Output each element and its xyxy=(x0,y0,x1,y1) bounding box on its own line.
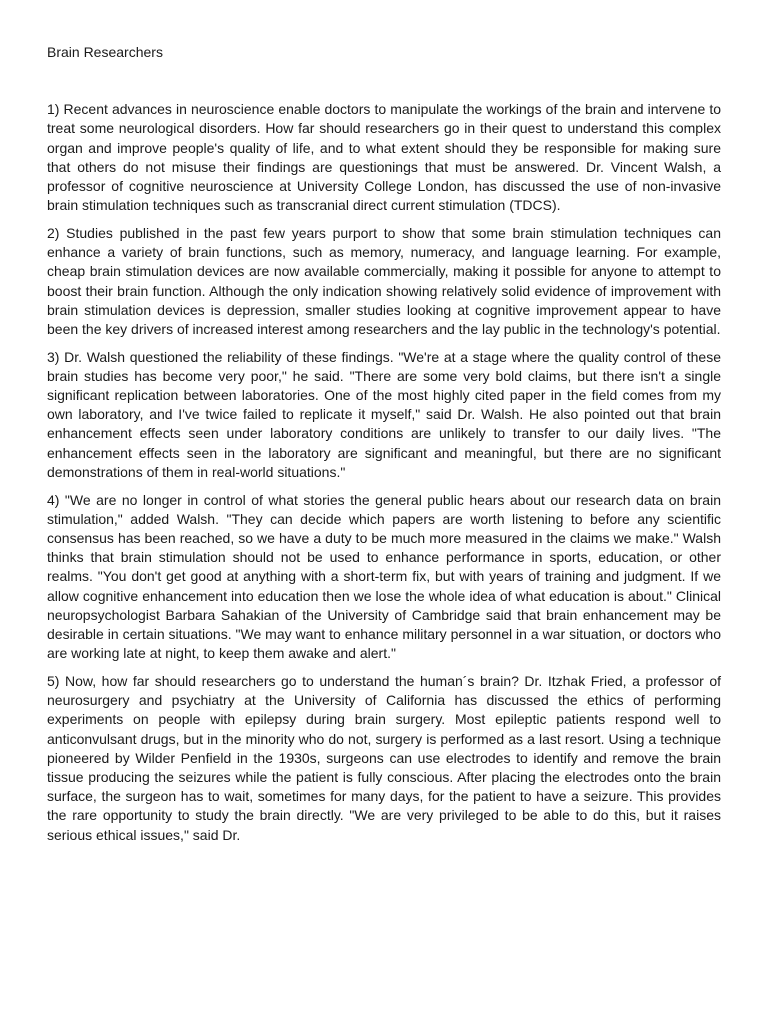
paragraph-5: 5) Now, how far should researchers go to understand the human´s brain? Dr. Itzhak Fried, a professor of neurosurgery and psychiatry at the University of California has discussed the ethics of performing experiments on people with epilepsy during brain surgery. Most epileptic patients respond well to anticonvulsant drugs, but in the minority who do not, surgery is performed as a last resort. Using a technique pioneered by Wilder Penfield in the 1930s, surgeons can use electrodes to identify and remove the brain tissue producing the seizures while the patient is fully conscious. After placing the electrodes onto the brain surface, the surgeon has to wait, sometimes for many days, for the patient to have a seizure. This provides the rare opportunity to study the brain directly. "We are very privileged to be able to do this, but it raises serious ethical issues," said Dr. xyxy=(47,672,721,843)
document-page xyxy=(47,43,721,853)
paragraph-3: 3) Dr. Walsh questioned the reliability of these findings. "We're at a stage where the quality control of these brain studies has become very poor," he said. "There are some very bold claims, but there isn't a single significant replication between laboratories. One of the most highly cited paper in the field comes from my own laboratory, and I've twice failed to replicate it myself," said Dr. Walsh. He also pointed out that brain enhancement effects seen under laboratory conditions are unlikely to transfer to our daily lives. "The enhancement effects seen in the laboratory are significant and meaningful, but there are no significant demonstrations of them in real-world situations." xyxy=(47,348,721,480)
paragraph-4: 4) "We are no longer in control of what stories the general public hears about our research data on brain stimulation," added Walsh. "They can decide which papers are worth listening to before any scientific consensus has been reached, so we have a duty to be much more measured in the claims we make." Walsh thinks that brain stimulation should not be used to enhance performance in sports, education, or other realms. "You don't get good at anything with a short-term fix, but with years of training and judgment. If we allow cognitive enhancement into education then we lose the whole idea of what education is about." Clinical neuropsychologist Barbara Sahakian of the University of Cambridge said that brain enhancement may be desirable in certain situations. "We may want to enhance military personnel in a war situation, or doctors who are working late at night, to keep them awake and alert." xyxy=(47,491,721,662)
document-title: Brain Researchers xyxy=(47,44,163,60)
paragraph-2: 2) Studies published in the past few years purport to show that some brain stimulation techniques can enhance a variety of brain functions, such as memory, numeracy, and language learning. For example, cheap brain stimulation devices are now available commercially, making it possible for anyone to attempt to boost their brain function. Although the only indication showing relatively solid evidence of improvement with brain stimulation devices is depression, smaller studies looking at cognitive improvement appear to have been the key drivers of increased interest among researchers and the lay public in the technology's potential. xyxy=(47,224,721,337)
paragraph-1: 1) Recent advances in neuroscience enable doctors to manipulate the workings of the brain and intervene to treat some neurological disorders. How far should researchers go in their quest to understand this complex organ and improve people's quality of life, and to what extent should they be responsible for making sure that others do not misuse their findings are questionings that must be answered. Dr. Vincent Walsh, a professor of cognitive neuroscience at University College London, has discussed the use of non-invasive brain stimulation techniques such as transcranial direct current stimulation (TDCS). xyxy=(47,101,721,214)
